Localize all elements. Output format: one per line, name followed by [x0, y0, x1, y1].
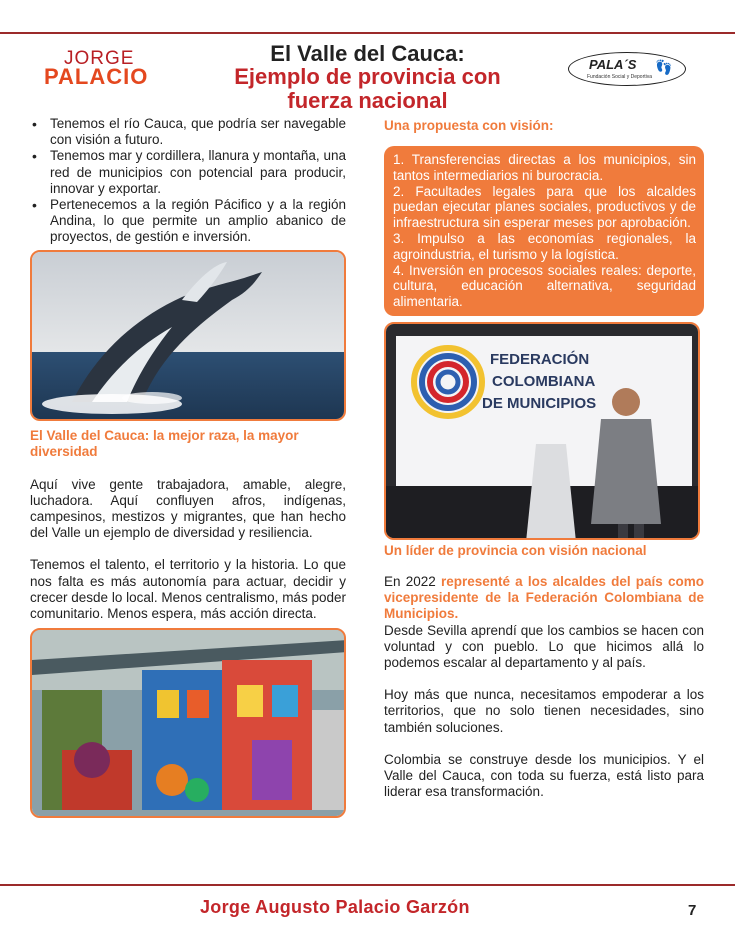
jorge-palacio-logo: [40, 48, 150, 92]
page-title: [170, 42, 565, 113]
fact-list: [30, 116, 346, 246]
empower-paragraph: Hoy más que nunca, necesitamos empoderar a los territorios, que no solo tienen necesidades, sino también soluciones.: [384, 687, 704, 735]
partner-logo-subtitle: Fundación Social y Deportiva: [587, 74, 653, 80]
whale-caption: El Valle del Cauca: la mejor raza, la mayor diversidad: [30, 427, 299, 459]
fact-item: • Tenemos mar y cordillera, llanura y montaña, una red de municipios con potencial para producir, innovar y exportar.: [30, 148, 346, 197]
festival-float-image: [32, 630, 346, 818]
palas-foundation-logo: [568, 52, 686, 86]
left-column: [30, 116, 346, 818]
footprints-icon: 👣: [655, 59, 673, 75]
proposal-item: 2. Facultades legales para que los alcaldes puedan ejecutar planes sociales, productivos y de infraestructura sin esperar meses por aprobación.: [393, 183, 696, 231]
page-number: 7: [688, 902, 697, 919]
title-line-2: Ejemplo de provincia con: [234, 64, 501, 89]
diversity-paragraph: Aquí vive gente trabajadora, amable, alegre, luchadora. Aquí confluyen afros, indígenas, campesinos, mestizos y migrantes, que han hecho del Valle un ejemplo de diversidad y resiliencia.: [30, 476, 346, 541]
federation-highlight: representé a los alcaldes del país como vicepresidente de la Federación Colombiana de Municipios.: [384, 573, 705, 622]
proposal-item: 3. Impulso a las economías regionales, la agroindustria, el turismo y la logística.: [393, 230, 696, 262]
carnival-float-photo: [30, 628, 346, 818]
logo-first-name: JORGE: [64, 48, 135, 69]
autonomy-paragraph: Tenemos el talento, el territorio y la historia. Lo que nos falta es más autonomía para actuar, decidir y crecer desde lo local. Menos centralismo, más poder comunitario. Menos espera, más acción directa.: [30, 557, 346, 622]
federation-paragraph-start: En 2022: [384, 573, 441, 589]
federation-text-line: FEDERACIÓN: [490, 350, 590, 368]
federation-speaker-photo: [384, 322, 700, 540]
title-line-1: El Valle del Cauca:: [270, 41, 465, 66]
federation-text-line: DE MUNICIPIOS: [482, 394, 597, 412]
federation-stage-image: [386, 324, 700, 540]
right-column: [384, 116, 704, 800]
partner-logo-name: PALA´S: [589, 57, 637, 72]
fact-item: • Pertenecemos a la región Pácifico y a la región Andina, lo que permite un amplio abanico de proyectos, de gestión e inversión.: [30, 197, 346, 246]
fact-item: • Tenemos el río Cauca, que podría ser navegable con visión a futuro.: [30, 116, 346, 148]
sevilla-paragraph: Desde Sevilla aprendí que los cambios se hacen con voluntad y con pueblo. Lo que hicimos allá lo podemos escalar al departamento y al país.: [384, 622, 704, 670]
federation-paragraph: [384, 574, 704, 623]
federation-text-line: COLOMBIANA: [492, 372, 596, 390]
title-line-3: fuerza nacional: [287, 88, 448, 113]
leader-caption: Un líder de provincia con visión nacional: [384, 542, 647, 558]
top-border: [0, 0, 735, 34]
proposal-item: 1. Transferencias directas a los municipios, sin tantos intermediarios ni burocracia.: [393, 152, 696, 183]
proposal-box: [384, 146, 704, 316]
bottom-border: [0, 884, 735, 886]
closing-paragraph: Colombia se construye desde los municipios. Y el Valle del Cauca, con toda su fuerza, está listo para liderar esa transformación.: [384, 751, 704, 800]
whale-photo: [30, 250, 346, 421]
humpback-whale-image: [32, 252, 346, 421]
proposal-heading: Una propuesta con visión:: [384, 118, 554, 133]
footer-author-name: Jorge Augusto Palacio Garzón: [200, 897, 470, 917]
proposal-item: 4. Inversión en procesos sociales reales: deporte, cultura, educación alternativa, seguridad alimentaria.: [393, 262, 696, 310]
logo-last-name: PALACIO: [44, 64, 149, 89]
